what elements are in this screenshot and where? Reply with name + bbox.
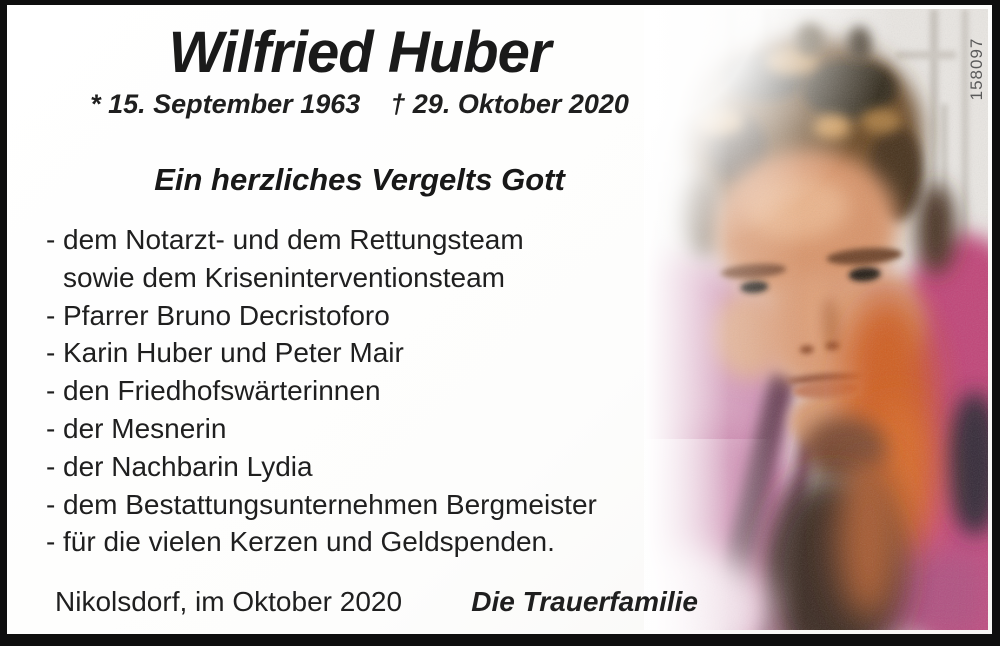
- bullet-dash: -: [46, 375, 56, 407]
- list-item-text: der Nachbarin Lydia: [63, 450, 313, 482]
- list-item-text: der Mesnerin: [63, 412, 227, 444]
- bullet-dash: -: [46, 488, 56, 520]
- thanks-list: [7, 221, 712, 561]
- footer-row: [7, 585, 712, 619]
- list-item: [46, 486, 712, 524]
- list-item: [46, 259, 712, 297]
- list-item-text: Karin Huber und Peter Mair: [63, 337, 404, 369]
- list-item: [46, 221, 712, 259]
- list-item: [46, 334, 712, 372]
- bullet-dash: -: [46, 299, 56, 331]
- death-date: † 29. Oktober 2020: [390, 89, 629, 119]
- bullet-dash: -: [46, 224, 56, 255]
- list-item-text: für die vielen Kerzen und Geldspenden.: [63, 526, 555, 558]
- family-signature: Die Trauerfamilie: [471, 586, 698, 618]
- list-item-text: sowie dem Kriseninterventionsteam: [63, 261, 505, 293]
- bullet-dash: -: [46, 526, 56, 558]
- place-date: Nikolsdorf, im Oktober 2020: [55, 586, 403, 618]
- list-item: [46, 297, 712, 335]
- notice-card: [7, 5, 992, 634]
- clipping-id: 158097: [967, 37, 986, 101]
- list-item: [46, 523, 712, 561]
- deceased-name: Wilfried Huber: [168, 20, 551, 85]
- bullet-dash: -: [46, 337, 56, 369]
- list-item-text: dem Bestattungsunternehmen Bergmeister: [63, 488, 597, 520]
- list-item: [46, 410, 712, 448]
- bullet-dash: -: [46, 412, 56, 444]
- notice-text-column: [7, 21, 712, 619]
- bullet-dash: [46, 259, 63, 297]
- list-item-text: Pfarrer Bruno Decristoforo: [63, 299, 390, 331]
- headline: Ein herzliches Vergelts Gott: [154, 162, 565, 197]
- list-item: [46, 448, 712, 486]
- list-item-text: dem Notarzt- und dem Rettungsteam: [63, 224, 524, 255]
- life-dates-row: [7, 87, 712, 121]
- birth-date: * 15. September 1963: [90, 89, 361, 119]
- list-item: [46, 372, 712, 410]
- list-item-text: den Friedhofswärterinnen: [63, 375, 381, 407]
- bullet-dash: -: [46, 450, 56, 482]
